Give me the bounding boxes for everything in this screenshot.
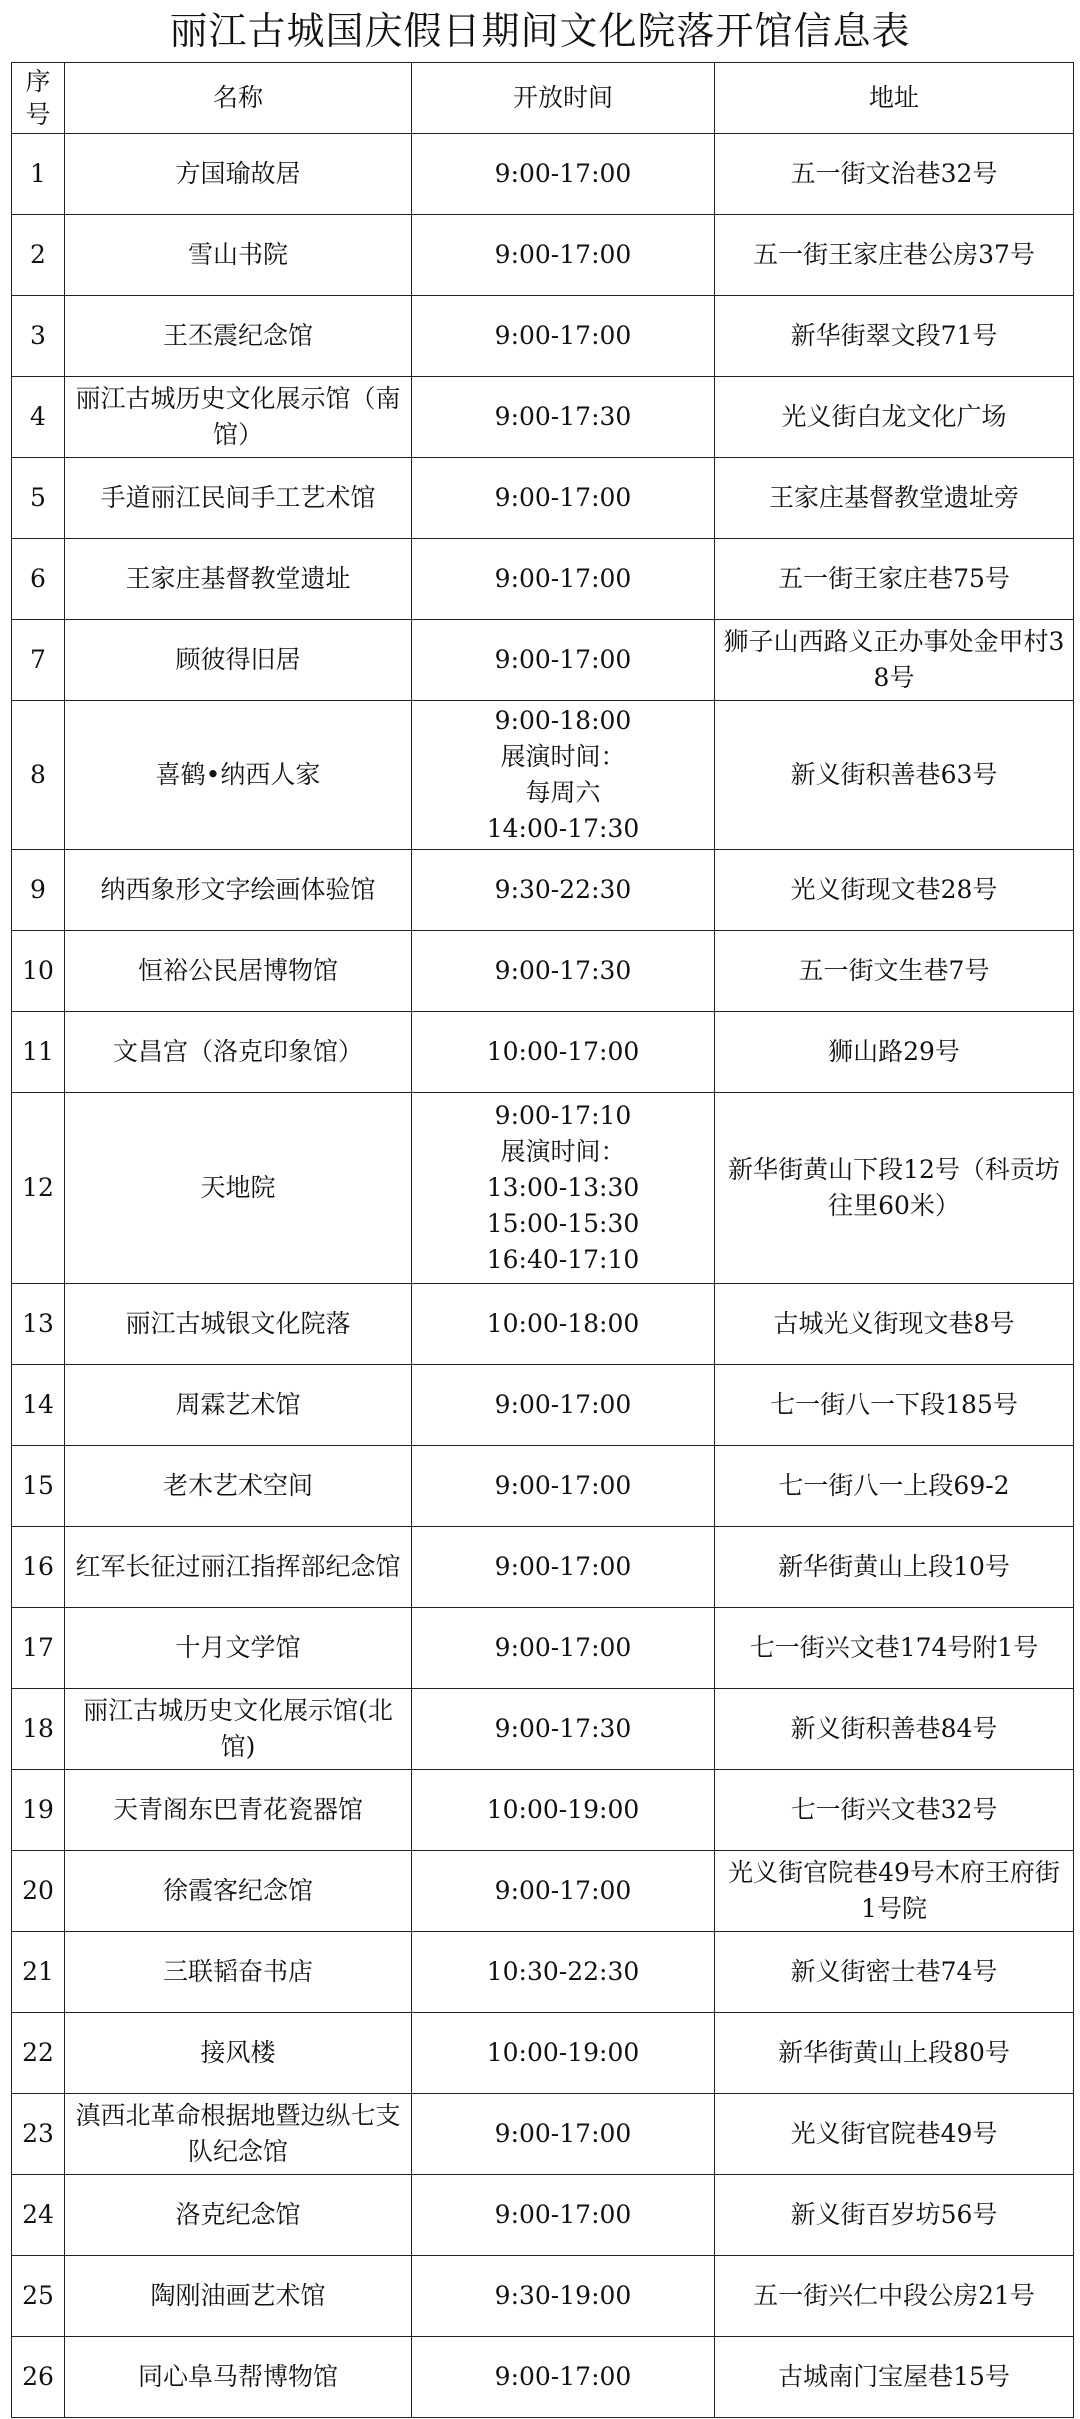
table-row	[12, 1093, 1074, 1284]
cell-name: 洛克纪念馆	[65, 2175, 412, 2256]
cell-name: 接风楼	[65, 2013, 412, 2094]
cell-no: 20	[12, 1851, 65, 1932]
cell-name: 丽江古城银文化院落	[65, 1284, 412, 1365]
time-line: 9:00-17:00	[494, 1390, 632, 1419]
table-row	[12, 1365, 1074, 1446]
cell-time	[412, 2337, 715, 2418]
time-line: 9:30-22:30	[494, 875, 632, 904]
cell-time	[412, 701, 715, 850]
header-no: 序号	[12, 63, 65, 134]
table-row	[12, 458, 1074, 539]
table-row	[12, 296, 1074, 377]
cell-name: 喜鹤•纳西人家	[65, 701, 412, 850]
cell-no: 23	[12, 2094, 65, 2175]
cell-time	[412, 215, 715, 296]
cell-name: 滇西北革命根据地暨边纵七支队纪念馆	[65, 2094, 412, 2175]
cell-time	[412, 1527, 715, 1608]
table-row	[12, 2013, 1074, 2094]
cell-no: 4	[12, 377, 65, 458]
cell-name: 王丕震纪念馆	[65, 296, 412, 377]
cell-time	[412, 1446, 715, 1527]
table-row	[12, 850, 1074, 931]
cell-name: 天地院	[65, 1093, 412, 1284]
cell-name: 手道丽江民间手工艺术馆	[65, 458, 412, 539]
cell-no: 13	[12, 1284, 65, 1365]
cell-no: 12	[12, 1093, 65, 1284]
cell-address: 新义街密士巷74号	[715, 1932, 1074, 2013]
time-line: 9:00-17:30	[494, 402, 632, 431]
cell-time	[412, 1770, 715, 1851]
time-line: 16:40-17:10	[486, 1245, 640, 1274]
cell-time	[412, 931, 715, 1012]
cell-address: 光义街官院巷49号木府王府街1号院	[715, 1851, 1074, 1932]
cell-address: 七一街兴文巷32号	[715, 1770, 1074, 1851]
time-line: 9:00-17:00	[494, 321, 632, 350]
cell-time	[412, 2175, 715, 2256]
cell-no: 8	[12, 701, 65, 850]
table-row	[12, 215, 1074, 296]
cell-name: 十月文学馆	[65, 1608, 412, 1689]
cell-no: 24	[12, 2175, 65, 2256]
cell-address: 光义街白龙文化广场	[715, 377, 1074, 458]
time-line: 9:00-17:00	[494, 2119, 632, 2148]
cell-no: 16	[12, 1527, 65, 1608]
time-line: 每周六	[525, 778, 601, 807]
table-row	[12, 1770, 1074, 1851]
cell-name: 恒裕公民居博物馆	[65, 931, 412, 1012]
cell-name: 雪山书院	[65, 215, 412, 296]
cell-address: 七一街八一下段185号	[715, 1365, 1074, 1446]
time-line: 10:00-17:00	[486, 1037, 640, 1066]
cell-address: 古城光义街现文巷8号	[715, 1284, 1074, 1365]
cell-name: 纳西象形文字绘画体验馆	[65, 850, 412, 931]
table-row	[12, 1608, 1074, 1689]
time-line: 9:00-17:30	[494, 1714, 632, 1743]
cell-no: 22	[12, 2013, 65, 2094]
page-title: 丽江古城国庆假日期间文化院落开馆信息表	[169, 9, 911, 53]
cell-no: 7	[12, 620, 65, 701]
venue-table	[11, 62, 1074, 2418]
time-line: 9:00-17:00	[494, 159, 632, 188]
cell-address: 五一街兴仁中段公房21号	[715, 2256, 1074, 2337]
cell-time	[412, 458, 715, 539]
cell-time	[412, 134, 715, 215]
cell-no: 11	[12, 1012, 65, 1093]
cell-address: 五一街文治巷32号	[715, 134, 1074, 215]
cell-name: 周霖艺术馆	[65, 1365, 412, 1446]
cell-name: 方国瑜故居	[65, 134, 412, 215]
cell-time	[412, 1284, 715, 1365]
table-row	[12, 1012, 1074, 1093]
cell-name: 王家庄基督教堂遗址	[65, 539, 412, 620]
cell-time	[412, 377, 715, 458]
time-line: 9:30-19:00	[494, 2281, 632, 2310]
table-body	[12, 134, 1074, 2418]
time-line: 9:00-17:00	[494, 2200, 632, 2229]
time-line: 9:00-17:00	[494, 240, 632, 269]
cell-address: 光义街官院巷49号	[715, 2094, 1074, 2175]
cell-name: 徐霞客纪念馆	[65, 1851, 412, 1932]
cell-time	[412, 1689, 715, 1770]
cell-time	[412, 1851, 715, 1932]
table-row	[12, 539, 1074, 620]
time-line: 9:00-17:00	[494, 1876, 632, 1905]
cell-name: 三联韬奋书店	[65, 1932, 412, 2013]
table-row	[12, 701, 1074, 850]
cell-no: 25	[12, 2256, 65, 2337]
table-row	[12, 1851, 1074, 1932]
cell-no: 6	[12, 539, 65, 620]
time-line: 9:00-17:00	[494, 1633, 632, 1662]
cell-time	[412, 2256, 715, 2337]
time-line: 9:00-18:00	[494, 706, 632, 735]
cell-name: 丽江古城历史文化展示馆(北馆)	[65, 1689, 412, 1770]
cell-address: 七一街兴文巷174号附1号	[715, 1608, 1074, 1689]
cell-name: 文昌宫（洛克印象馆）	[65, 1012, 412, 1093]
cell-address: 狮山路29号	[715, 1012, 1074, 1093]
time-line: 9:00-17:00	[494, 483, 632, 512]
time-line: 9:00-17:00	[494, 1552, 632, 1581]
time-line: 9:00-17:10	[494, 1101, 632, 1130]
cell-time	[412, 1012, 715, 1093]
time-line: 展演时间：	[500, 1137, 626, 1166]
cell-name: 老木艺术空间	[65, 1446, 412, 1527]
table-row	[12, 1527, 1074, 1608]
cell-time	[412, 850, 715, 931]
time-line: 9:00-17:00	[494, 645, 632, 674]
cell-no: 14	[12, 1365, 65, 1446]
table-row	[12, 931, 1074, 1012]
time-line: 15:00-15:30	[486, 1209, 640, 1238]
time-line: 10:00-19:00	[486, 1795, 640, 1824]
cell-time	[412, 1093, 715, 1284]
cell-address: 七一街八一上段69-2	[715, 1446, 1074, 1527]
table-row	[12, 1446, 1074, 1527]
time-line: 14:00-17:30	[486, 814, 640, 843]
time-line: 13:00-13:30	[486, 1173, 640, 1202]
cell-time	[412, 539, 715, 620]
cell-address: 光义街现文巷28号	[715, 850, 1074, 931]
table-row	[12, 134, 1074, 215]
cell-name: 陶刚油画艺术馆	[65, 2256, 412, 2337]
cell-address: 五一街王家庄巷75号	[715, 539, 1074, 620]
cell-time	[412, 1608, 715, 1689]
cell-address: 新义街百岁坊56号	[715, 2175, 1074, 2256]
cell-no: 26	[12, 2337, 65, 2418]
cell-address: 新华街黄山上段10号	[715, 1527, 1074, 1608]
time-line: 展演时间：	[500, 742, 626, 771]
cell-address: 新华街黄山上段80号	[715, 2013, 1074, 2094]
table-row	[12, 377, 1074, 458]
header-name: 名称	[65, 63, 412, 134]
cell-address: 五一街文生巷7号	[715, 931, 1074, 1012]
table-row	[12, 620, 1074, 701]
cell-address: 狮子山西路义正办事处金甲村38号	[715, 620, 1074, 701]
cell-time	[412, 2094, 715, 2175]
table-row	[12, 2094, 1074, 2175]
cell-name: 顾彼得旧居	[65, 620, 412, 701]
cell-no: 3	[12, 296, 65, 377]
cell-no: 5	[12, 458, 65, 539]
cell-no: 19	[12, 1770, 65, 1851]
time-line: 9:00-17:00	[494, 1471, 632, 1500]
cell-name: 天青阁东巴青花瓷器馆	[65, 1770, 412, 1851]
table-row	[12, 1689, 1074, 1770]
table-row	[12, 2175, 1074, 2256]
cell-time	[412, 1365, 715, 1446]
cell-address: 新华街黄山下段12号（科贡坊往里60米）	[715, 1093, 1074, 1284]
time-line: 9:00-17:30	[494, 956, 632, 985]
cell-no: 15	[12, 1446, 65, 1527]
cell-address: 新义街积善巷63号	[715, 701, 1074, 850]
time-line: 9:00-17:00	[494, 564, 632, 593]
cell-no: 2	[12, 215, 65, 296]
cell-no: 1	[12, 134, 65, 215]
cell-time	[412, 620, 715, 701]
time-line: 10:00-19:00	[486, 2038, 640, 2067]
cell-name: 丽江古城历史文化展示馆（南馆）	[65, 377, 412, 458]
cell-name: 同心阜马帮博物馆	[65, 2337, 412, 2418]
cell-time	[412, 296, 715, 377]
table-header-row	[12, 63, 1074, 134]
cell-address: 王家庄基督教堂遗址旁	[715, 458, 1074, 539]
cell-address: 新义街积善巷84号	[715, 1689, 1074, 1770]
cell-no: 18	[12, 1689, 65, 1770]
table-row	[12, 2256, 1074, 2337]
time-line: 10:30-22:30	[486, 1957, 640, 1986]
cell-address: 五一街王家庄巷公房37号	[715, 215, 1074, 296]
cell-time	[412, 2013, 715, 2094]
time-line: 9:00-17:00	[494, 2362, 632, 2391]
cell-address: 新华街翠文段71号	[715, 296, 1074, 377]
table-row	[12, 2337, 1074, 2418]
table-row	[12, 1932, 1074, 2013]
header-time: 开放时间	[412, 63, 715, 134]
table-row	[12, 1284, 1074, 1365]
time-line: 10:00-18:00	[486, 1309, 640, 1338]
cell-address: 古城南门宝屋巷15号	[715, 2337, 1074, 2418]
cell-no: 10	[12, 931, 65, 1012]
cell-no: 21	[12, 1932, 65, 2013]
cell-no: 17	[12, 1608, 65, 1689]
header-address: 地址	[715, 63, 1074, 134]
cell-name: 红军长征过丽江指挥部纪念馆	[65, 1527, 412, 1608]
cell-time	[412, 1932, 715, 2013]
cell-no: 9	[12, 850, 65, 931]
